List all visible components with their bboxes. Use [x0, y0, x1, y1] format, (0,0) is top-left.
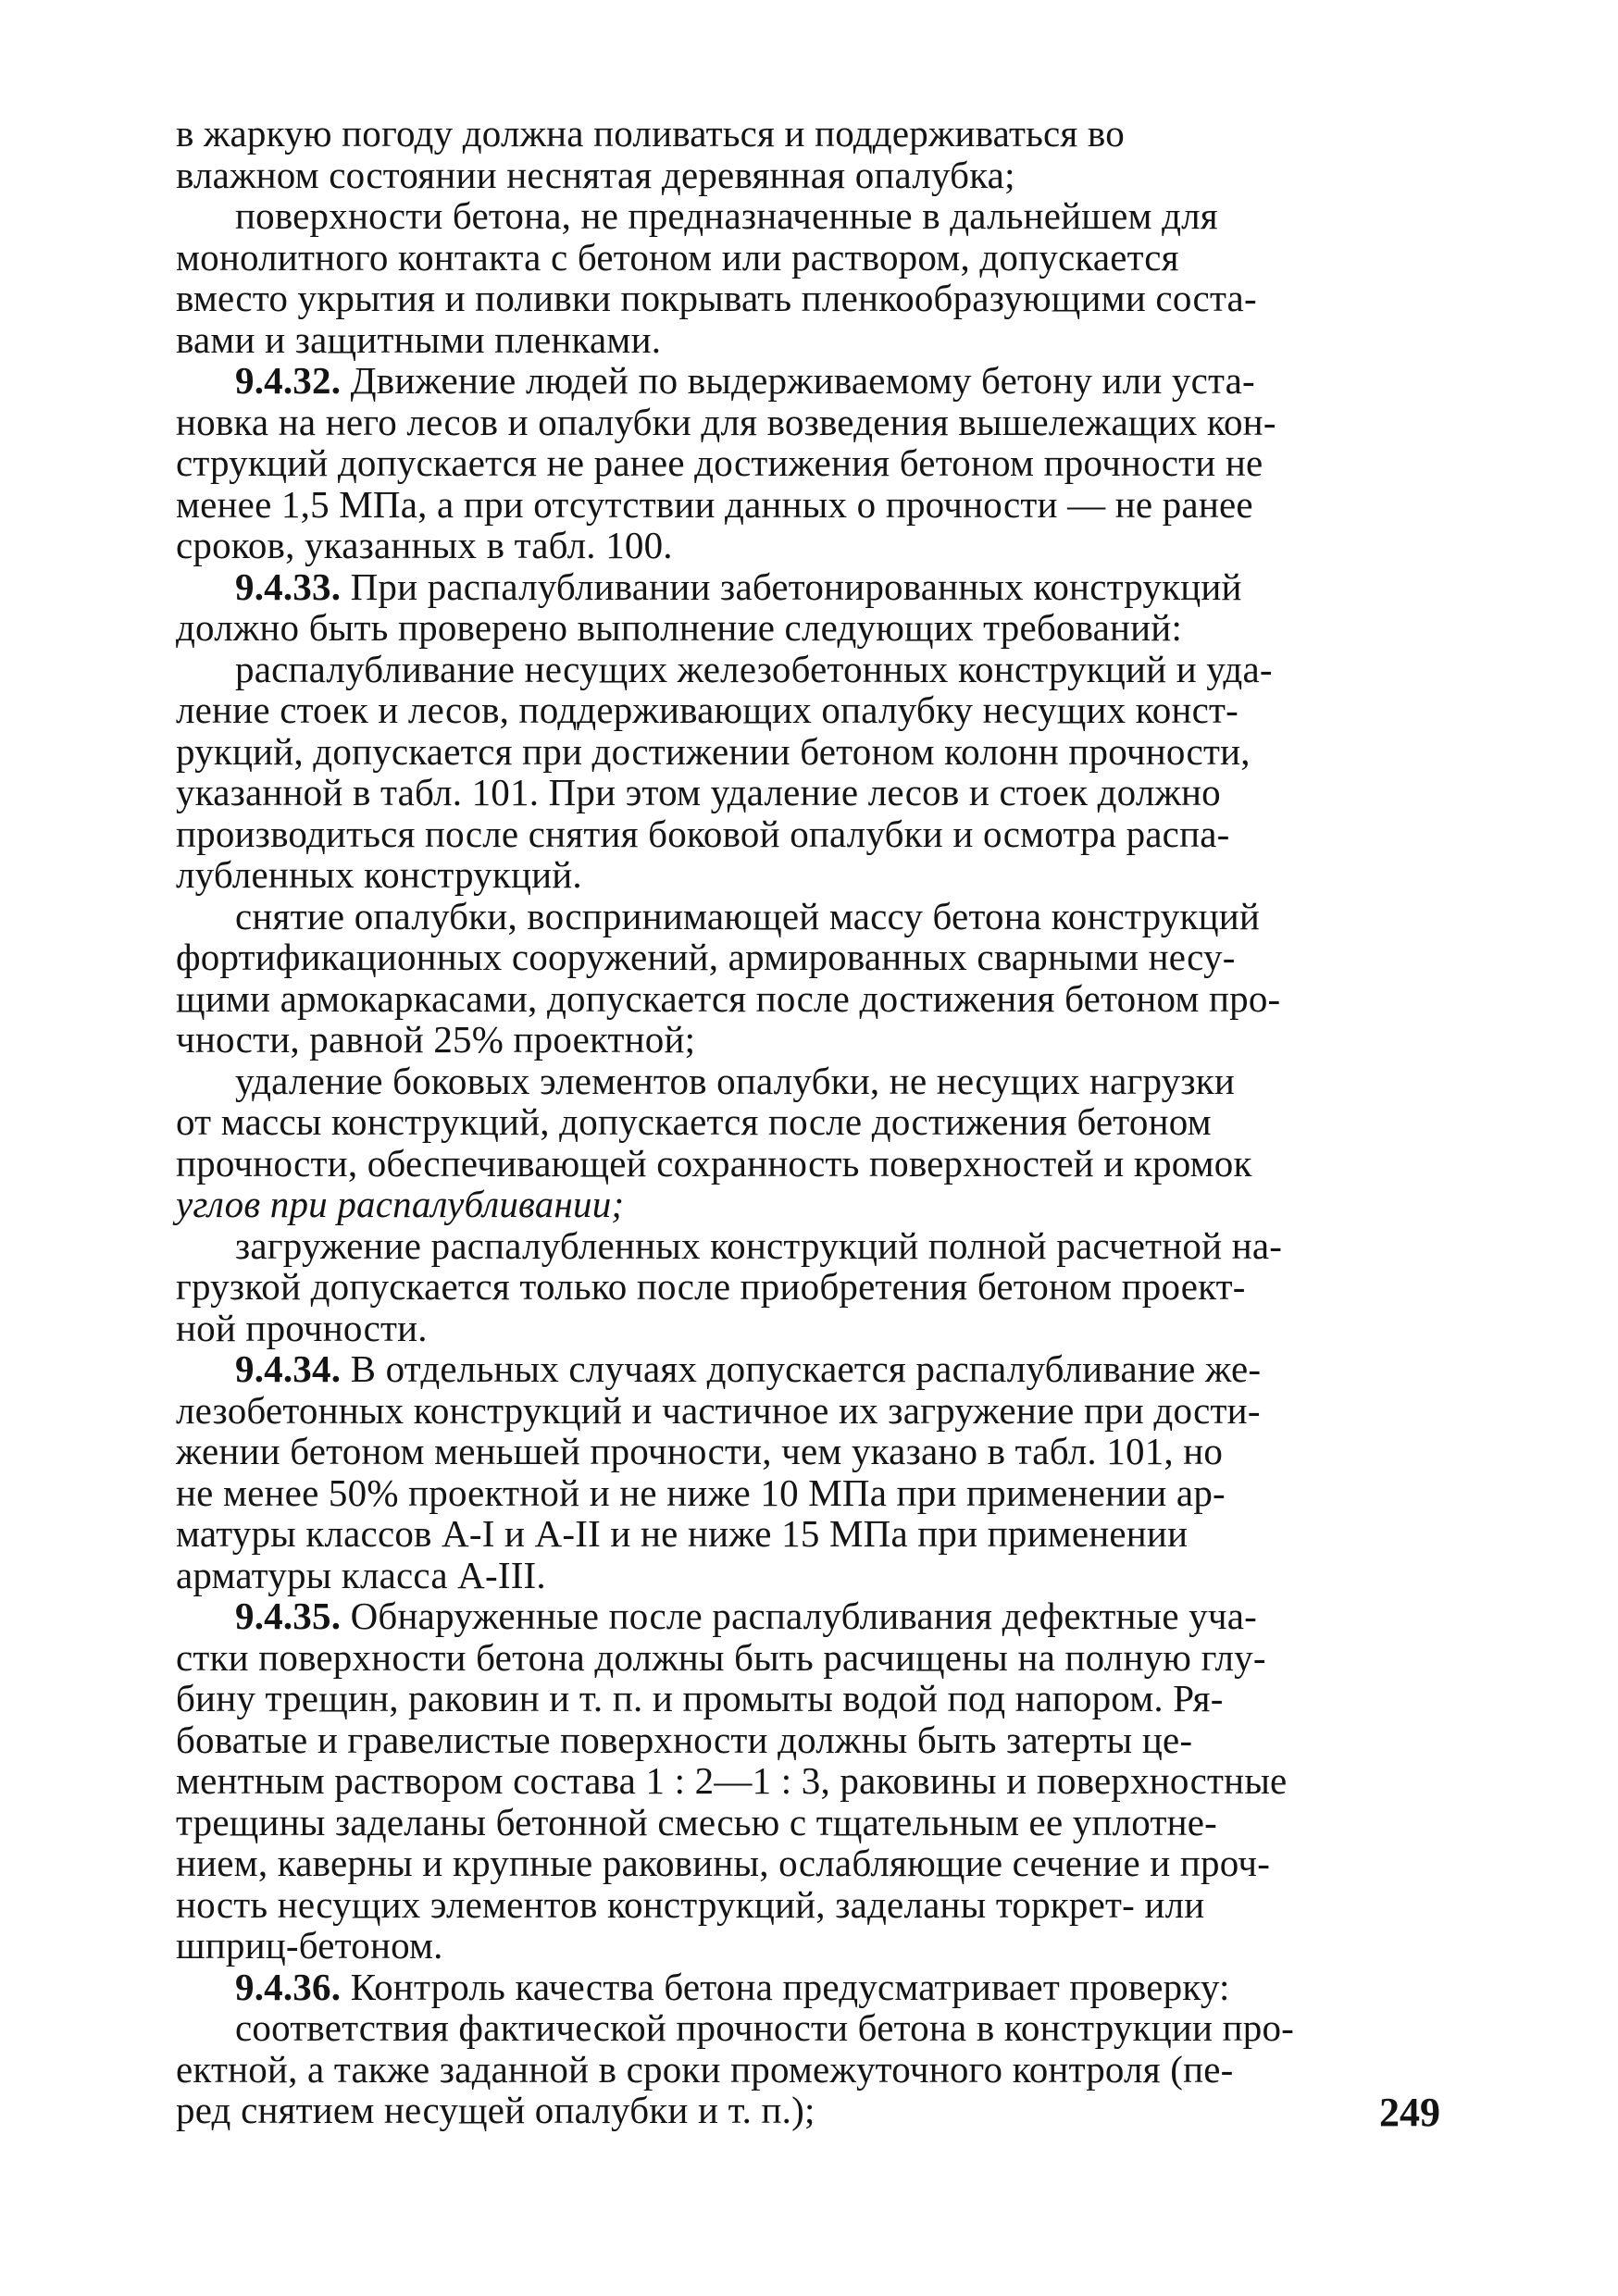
text-line: лезобетонных конструкций и частичное их загружение при дости- — [176, 1388, 1261, 1432]
text-line: прочности, обеспечивающей сохранность поверхностей и кромок — [176, 1141, 1252, 1185]
text-line: матуры классов А-I и А-II и не ниже 15 МПа при применении — [176, 1512, 1189, 1555]
text-line: струкций допускается не ранее достижения бетоном прочности не — [176, 441, 1263, 484]
text-line: удаление боковых элементов опалубки, не несущих нагрузки — [235, 1059, 1236, 1102]
clause-text: В отдельных случаях допускается распалубливание же- — [341, 1347, 1262, 1390]
text-line: ность несущих элементов конструкций, заделаны торкрет- или — [176, 1882, 1205, 1926]
clause-text: Контроль качества бетона предусматривает проверку: — [341, 1965, 1230, 2008]
text-line: от массы конструкций, допускается после достижения бетоном — [176, 1100, 1212, 1143]
text-line: менее 1,5 МПа, а при отсутствии данных о прочности — не ранее — [176, 482, 1253, 526]
text-line: стки поверхности бетона должны быть расчищены на полную глу- — [176, 1635, 1266, 1679]
clause-number: 9.4.35. — [235, 1595, 342, 1637]
clause-text: При распалубливании забетонированных конструкций — [341, 565, 1242, 608]
text-line: монолитного контакта с бетоном или раствором, допускается — [176, 235, 1179, 279]
text-line: распалубливание несущих железобетонных конструкций и уда- — [235, 647, 1273, 690]
text-line: трещины заделаны бетонной смесью с тщательным ее уплотне- — [176, 1800, 1217, 1843]
italic-text-line: углов при распалубливании; — [176, 1183, 625, 1225]
clause-number: 9.4.33. — [235, 565, 342, 608]
text-line: нием, каверны и крупные раковины, ослабляющие сечение и проч- — [176, 1842, 1271, 1884]
text-line: арматуры класса А-III. — [176, 1553, 546, 1596]
text-line: влажном состоянии неснятая деревянная опалубка; — [176, 153, 1015, 196]
text-line: ление стоек и лесов, поддерживающих опалубку несущих конст- — [176, 689, 1239, 731]
text-line: бину трещин, раковин и т. п. и промыты водой под напором. Ря- — [176, 1677, 1224, 1719]
text-line: производиться после снятия боковой опалубки и осмотра распа- — [176, 812, 1230, 855]
text-line: жении бетоном меньшей прочности, чем указано в табл. 101, но — [176, 1430, 1224, 1472]
text-line: ментным раствором состава 1 : 2—1 : 3, раковины и поверхностные — [176, 1759, 1288, 1802]
page-number: 249 — [1379, 2090, 1440, 2135]
text-line: рукций, допускается при достижении бетоном колонн прочности, — [176, 729, 1251, 773]
clause-text: Обнаруженные после распалубливания дефектные уча- — [341, 1595, 1257, 1637]
text-line: ектной, а также заданной в сроки промежуточного контроля (пе- — [176, 2047, 1234, 2091]
text-line: боватые и гравелистые поверхности должны быть затерты це- — [176, 1718, 1193, 1761]
clause-number: 9.4.34. — [235, 1347, 342, 1390]
text-line: новка на него лесов и опалубки для возведения вышележащих кон- — [176, 400, 1276, 443]
clause-text: Движение людей по выдерживаемому бетону или уста- — [341, 359, 1255, 402]
text-line: соответствия фактической прочности бетона в конструкции про- — [235, 2006, 1295, 2049]
clause-line — [176, 1348, 1453, 1390]
text-line: не менее 50% проектной и не ниже 10 МПа при применении ар- — [176, 1471, 1226, 1514]
text-line: лубленных конструкций. — [176, 853, 582, 896]
text-line: фортификационных сооружений, армированных сварными несу- — [176, 936, 1236, 978]
text-line: в жаркую погоду должна поливаться и поддерживаться во — [176, 112, 1125, 155]
text-line: указанной в табл. 101. При этом удаление лесов и стоек должно — [176, 771, 1221, 813]
text-line: шприц-бетоном. — [176, 1924, 443, 1967]
text-line: снятие опалубки, воспринимающей массу бетона конструкций — [235, 894, 1261, 937]
text-line: должно быть проверено выполнение следующих требований: — [176, 606, 1183, 649]
clause-number: 9.4.32. — [235, 359, 342, 402]
text-line: чности, равной 25% проектной; — [176, 1018, 696, 1061]
clause-line — [176, 360, 1453, 402]
document-page — [176, 113, 1453, 2131]
clause-line — [176, 1967, 1453, 2008]
text-line: щими армокаркасами, допускается после достижения бетоном про- — [176, 976, 1281, 1020]
text-line: вами и защитными пленками. — [176, 317, 662, 361]
text-line: грузкой допускается только после приобретения бетоном проект- — [176, 1265, 1246, 1308]
clause-line — [176, 566, 1453, 608]
clause-line — [176, 1595, 1453, 1637]
text-line: загружение распалубленных конструкций полной расчетной на- — [235, 1223, 1283, 1267]
text-line: вместо укрытия и поливки покрывать пленкообразующими соста- — [176, 277, 1257, 319]
text-line: ной прочности. — [176, 1306, 428, 1349]
text-line: ред снятием несущей опалубки и т. п.); — [176, 2089, 815, 2131]
text-line: поверхности бетона, не предназначенные в дальнейшем для — [235, 194, 1218, 237]
text-line: сроков, указанных в табл. 100. — [176, 524, 673, 566]
clause-number: 9.4.36. — [235, 1965, 342, 2008]
